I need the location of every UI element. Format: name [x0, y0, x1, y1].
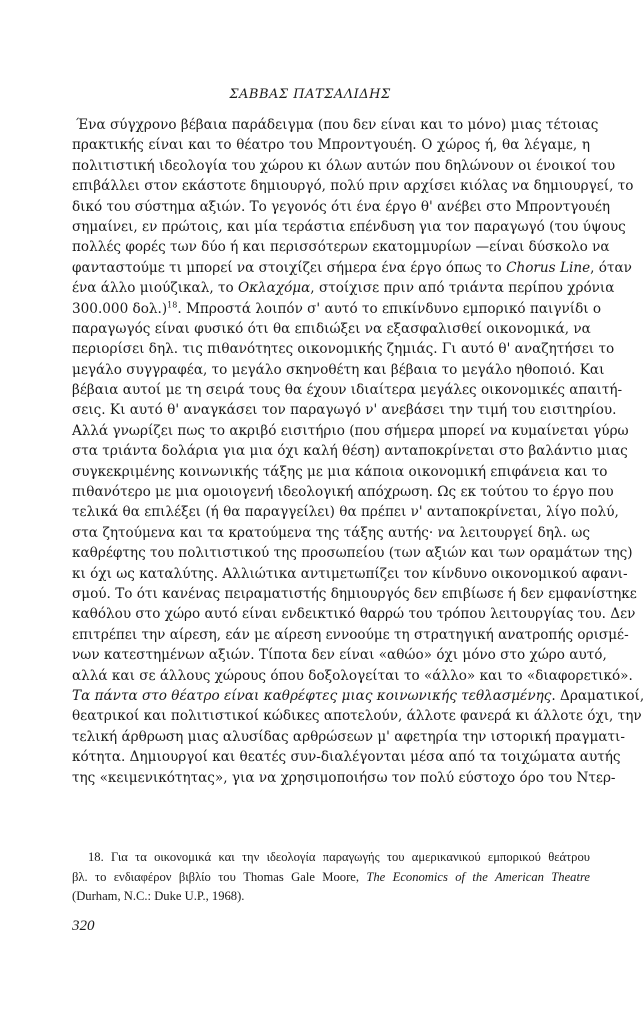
- text-line: [72, 727, 625, 747]
- text-segment: ένα άλλο μιούζικαλ, το: [72, 280, 238, 297]
- text-segment: 300.000 δολ.): [72, 300, 168, 317]
- text-segment: , στοίχισε πριν από τριάντα περίπου χρόνια: [310, 280, 615, 297]
- text-line: [72, 584, 637, 604]
- footnote-reference: 18: [167, 299, 178, 309]
- text-segment: πιθανότερο με μια ομοιογενή ιδεολογική απόχρωση. Ως εκ τούτου το έργο που: [72, 484, 614, 501]
- text-segment: στα τριάντα δολάρια για μια όχι καλή θέση) ανταποκρίνεται στο βαλάντιο μιας: [72, 443, 628, 460]
- text-segment: τελική άρθρωση μιας αλυσίδας αρθρώσεων μ' αφετηρία την ιστορική πραγματι-: [72, 728, 625, 745]
- text-segment: επιτρέπει την αίρεση, εάν με αίρεση εννοούμε τη στρατηγική ανατροπής ορισμέ-: [72, 626, 629, 643]
- text-line: [72, 258, 632, 278]
- footnote-line: [72, 887, 590, 907]
- text-segment: αλλά και σε άλλους χώρους όπου δοξολογείται το «άλλο» και το «διαφορετικό».: [72, 667, 633, 684]
- footnote: [72, 848, 590, 907]
- text-line: [72, 339, 615, 359]
- footnote-line: [72, 848, 590, 868]
- text-segment: θεατρικοί και πολιτιστικοί κώδικες αποτελούν, άλλοτε φανερά κι άλλοτε όχι, την: [72, 708, 642, 725]
- text-segment: βέβαια αυτοί με τη σειρά τους θα έχουν ιδιαίτερα μεγάλες οικονομικές απαιτή-: [72, 382, 623, 399]
- text-segment: φανταστούμε τι μπορεί να στοιχίζει σήμερα ένα έργο όπως το: [72, 259, 507, 276]
- text-segment: κι όχι ως καταλύτης. Αλλιώτικα αντιμετωπίζει τον κίνδυνο οικονομικού αφανι-: [72, 565, 628, 582]
- text-segment: δικό του σύστημα αξιών. Το γεγονός ότι ένα έργο θ' ανέβει στο Μπροντγουέη: [72, 198, 611, 215]
- italic-text: The Economics of the American Theatre: [366, 869, 590, 884]
- text-line: [72, 135, 590, 155]
- text-line: [72, 625, 629, 645]
- text-line: [72, 380, 623, 400]
- text-line: [72, 543, 633, 563]
- text-segment: καθόλου στο χώρο αυτό είναι ενδεικτικό θαρρώ του τρόπου λειτουργίας του. Δεν: [72, 606, 636, 623]
- text-line: [72, 237, 610, 257]
- text-segment: καθρέφτης του πολιτιστικού της προσωπείου (των αξιών και των οραμάτων της): [72, 545, 633, 562]
- text-segment: κότητα. Δημιουργοί και θεατές συν-διαλέγονται μέσα από τα τοιχώματα αυτής: [72, 749, 621, 766]
- text-segment: παραγωγός είναι φυσικό ότι θα επιδιώξει να εξασφαλισθεί οικονομικά, να: [72, 320, 591, 337]
- text-segment: (Durham, N.C.: Duke U.P., 1968).: [72, 889, 245, 903]
- text-line: [72, 360, 605, 380]
- text-segment: περιορίσει δηλ. τις πιθανότητες οικονομικής ζημιάς. Γι αυτό θ' αναζητήσει το: [72, 341, 615, 358]
- text-segment: επιβάλλει στον εκάστοτε δημιουργό, πολύ πριν αρχίσει κιόλας να δημιουργεί, το: [72, 178, 634, 195]
- text-line: [72, 666, 633, 686]
- italic-text: Οκλαχόμα: [238, 280, 311, 297]
- text-segment: . Μπροστά λοιπόν σ' αυτό το επικίνδυνο εμπορικό παιγνίδι ο: [177, 300, 602, 317]
- text-segment: σεις. Κι αυτό θ' αναγκάσει τον παραγωγό ν' ανεβάσει την τιμή του εισιτηρίου.: [72, 402, 617, 419]
- text-line: [72, 156, 616, 176]
- text-line: [72, 299, 602, 319]
- text-segment: πρακτικής είναι και το θέατρο του Μπροντγουέη. Ο χώρος ή, θα λέγαμε, η: [72, 137, 590, 154]
- text-line: [72, 686, 644, 706]
- text-line: [72, 768, 616, 788]
- text-line: [72, 645, 607, 665]
- text-line: [72, 523, 590, 543]
- text-line: [72, 706, 642, 726]
- text-line: [72, 421, 629, 441]
- footnote-line: [72, 868, 590, 888]
- text-segment: 18. Για τα οικονομικά και την ιδεολογία παραγωγής του αμερικανικού εμπορικού θεάτρου: [88, 850, 590, 864]
- text-line: [72, 319, 590, 339]
- text-segment: Αλλά γνωρίζει πως το ακριβό εισιτήριο (που σήμερα μπορεί να κυμαίνεται γύρω: [72, 422, 629, 439]
- text-line: [72, 604, 636, 624]
- text-segment: τελικά θα επιλέξει (ή θα παραγγείλει) θα πρέπει ν' ανταποκρίνεται, λίγο πολύ,: [72, 504, 619, 521]
- text-line: [72, 400, 617, 420]
- text-line: [72, 217, 626, 237]
- text-line: [72, 441, 628, 461]
- text-segment: μεγάλο συγγραφέα, το μεγάλο σκηνοθέτη και βέβαια το μεγάλο ηθοποιό. Και: [72, 361, 605, 378]
- text-segment: συγκεκριμένης κοινωνικής τάξης με μια κάποια οικονομική επιφάνεια και το: [72, 463, 608, 480]
- italic-text: Chorus Line: [506, 259, 591, 276]
- page-number: 320: [72, 918, 95, 934]
- text-segment: σμού. Το ότι κανένας πειραματιστής δημιουργός δεν επιβίωσε ή δεν εμφανίστηκε: [72, 585, 637, 602]
- text-line: [72, 462, 608, 482]
- text-segment: της «κειμενικότητας», για να χρησιμοποιήσω τον πολύ εύστοχο όρο του Ντερ-: [72, 769, 616, 786]
- text-line: [72, 482, 614, 502]
- text-line: [72, 747, 621, 767]
- text-segment: . Δραματικοί,: [551, 687, 644, 704]
- text-line: [72, 564, 628, 584]
- body-text: [72, 115, 644, 788]
- text-line: [72, 278, 615, 298]
- text-segment: πολιτιστική ιδεολογία του χώρου κι όλων αυτών που δηλώνουν οι ένοικοί του: [72, 157, 616, 174]
- text-line: [72, 115, 599, 135]
- text-segment: Ένα σύγχρονο βέβαια παράδειγμα (που δεν είναι και το μόνο) μιας τέτοιας: [76, 117, 599, 133]
- text-segment: βλ. το ενδιαφέρον βιβλίο του Thomas Gale Moore,: [72, 869, 367, 884]
- text-segment: στα ζητούμενα και τα κρατούμενα της τάξης αυτής· να λειτουργεί δηλ. ως: [72, 524, 590, 541]
- text-line: [72, 502, 619, 522]
- text-segment: νων κατεστημένων αξιών. Τίποτα δεν είναι «αθώο» όχι μόνο στο χώρο αυτό,: [72, 647, 607, 664]
- text-segment: , όταν: [590, 259, 632, 276]
- text-segment: σημαίνει, εν πρώτοις, και μία τεράστια επένδυση για τον παραγωγό (του ύψους: [72, 218, 626, 235]
- text-line: [72, 176, 634, 196]
- running-header: ΣΑΒΒΑΣ ΠΑΤΣΑΛΙΔΗΣ: [229, 87, 391, 102]
- text-segment: πολλές φορές των δύο ή και περισσότερων εκατομμυρίων —είναι δύσκολο να: [72, 239, 610, 256]
- italic-text: Τα πάντα στο θέατρο είναι καθρέφτες μιας κοινωνικής τεθλασμένης: [72, 687, 552, 704]
- text-line: [72, 197, 611, 217]
